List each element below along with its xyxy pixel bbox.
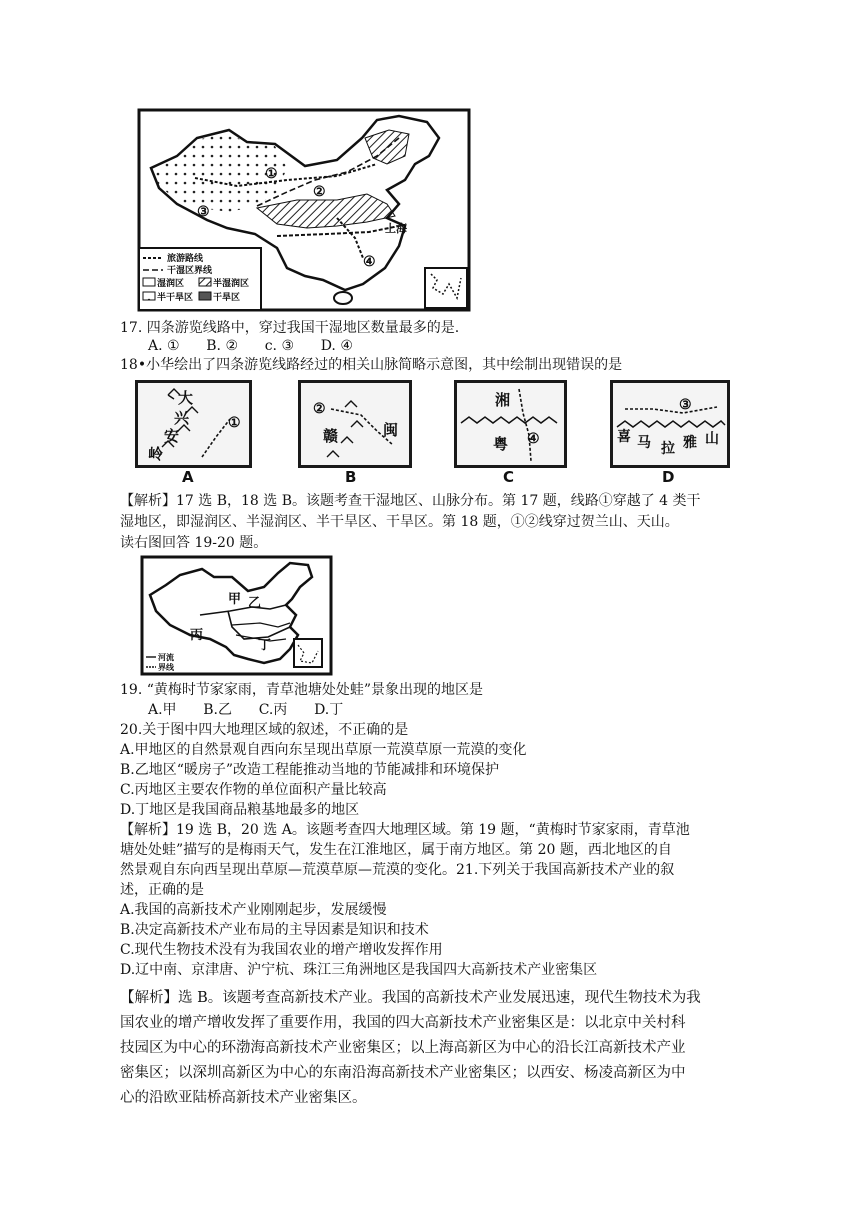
analysis3-line-1: 【解析】选 B。该题考查高新技术产业。我国的高新技术产业发展迅速，现代生物技术为我 [120, 990, 701, 1006]
panel-d-ma: 马 [637, 435, 651, 451]
panel-d-xi: 喜 [617, 429, 631, 445]
q21-option-c: C.现代生物技术没有为我国农业的增产增收发挥作用 [120, 942, 443, 958]
analysis2-line-2: 塘处处蛙”描写的是梅雨天气，发生在江淮地区，属于南方地区。第 20 题，西北地区的自 [120, 842, 672, 858]
q18-panel-c [454, 380, 567, 468]
panel-a-svg [138, 383, 249, 465]
analysis1-line-1: 【解析】17 选 B，18 选 B。该题考查干湿地区、山脉分布。第 17 题，线路①穿越了 4 类干 [120, 493, 701, 509]
region-bing: 丙 [190, 628, 204, 643]
route-mark-3: ③ [197, 204, 210, 220]
q18-panel-b [298, 380, 412, 468]
q21-option-d: D.辽中南、京津唐、沪宁杭、珠江三角洲地区是我国四大高新技术产业密集区 [120, 962, 598, 978]
map-four-regions [140, 555, 333, 676]
analysis2-line-4: 述，正确的是 [120, 882, 204, 898]
analysis3-line-4: 密集区；以深圳高新区为中心的东南沿海高新技术产业密集区；以西安、杨凌高新区为中 [120, 1065, 686, 1081]
q20-option-c: C.丙地区主要农作物的单位面积产量比较高 [120, 782, 387, 798]
region-ding: 丁 [258, 638, 272, 653]
q21-option-b: B.决定高新技术产业布局的主导因素是知识和技术 [120, 922, 429, 938]
q19-options: A.甲 B.乙 C.丙 D.丁 [148, 702, 344, 718]
q17-stem: 17. 四条游览线路中，穿过我国干湿地区数量最多的是. [120, 320, 460, 336]
q18-label-b: B [345, 468, 357, 486]
q20-option-a: A.甲地区的自然景观自西向东呈现出草原一荒漠草原一荒漠的变化 [120, 742, 527, 758]
q18-label-a: A [182, 468, 194, 486]
analysis1-line-3: 读右图回答 19-20 题。 [120, 535, 268, 551]
q18-panel-d [610, 380, 730, 468]
panel-c-route: ④ [527, 431, 540, 447]
q18-stem: 18•小华绘出了四条游览线路经过的相关山脉简略示意图，其中绘制出现错误的是 [120, 357, 623, 373]
route-mark-1: ① [265, 166, 278, 182]
panel-a-xing: 兴 [174, 409, 190, 427]
legend-arid: 干旱区 [213, 293, 241, 303]
panel-a-ling: 岭 [148, 445, 164, 463]
q18-label-c: C [503, 468, 515, 486]
region-yi: 乙 [248, 596, 262, 611]
legend-semi-arid: 半干旱区 [157, 293, 194, 303]
map-dry-wet-regions [137, 108, 471, 312]
q18-label-d: D [662, 468, 675, 486]
legend-border: 界线 [158, 662, 174, 672]
q20-stem: 20.关于图中四大地理区域的叙述，不正确的是 [120, 722, 409, 738]
map-dry-wet-regions-svg [137, 108, 471, 312]
legend-semi-humid: 半湿润区 [213, 279, 250, 289]
panel-d-ya: 雅 [683, 435, 697, 451]
q17-options: A. ① B. ② c. ③ D. ④ [148, 338, 353, 354]
panel-a-da: 大 [178, 389, 194, 407]
q19-stem: 19. “黄梅时节家家雨，青草池塘处处蛙”景象出现的地区是 [120, 682, 484, 698]
panel-d-shan: 山 [705, 431, 719, 447]
label-shanghai: 上海 [385, 222, 407, 235]
analysis1-line-2: 湿地区，即湿润区、半湿润区、半干旱区、干旱区。第 18 题，①②线穿过贺兰山、天山。 [120, 514, 679, 530]
region-jia: 甲 [228, 592, 242, 607]
q18-panel-a [135, 380, 252, 468]
panel-c-xiang: 湘 [495, 391, 511, 409]
panel-b-min: 闽 [383, 421, 399, 439]
panel-b-svg [301, 383, 409, 465]
panel-b-route: ② [313, 401, 326, 417]
analysis3-line-3: 技园区为中心的环渤海高新技术产业密集区；以上海高新区为中心的沿长江高新技术产业 [120, 1040, 686, 1056]
route-mark-4: ④ [363, 254, 376, 270]
map-four-regions-svg [140, 555, 333, 676]
legend-river: 河流 [158, 652, 174, 662]
legend-boundary: 干湿区界线 [167, 266, 213, 276]
q21-option-a: A.我国的高新技术产业刚刚起步，发展缓慢 [120, 902, 387, 918]
panel-c-yue: 粤 [493, 435, 509, 453]
analysis2-line-3: 然景观自东向西呈现出草原—荒漠草原—荒漠的变化。21.下列关于我国高新技术产业的叙 [120, 862, 675, 878]
panel-b-gan: 赣 [323, 427, 339, 445]
legend-route: 旅游路线 [167, 254, 204, 264]
analysis2-line-1: 【解析】19 选 B，20 选 A。该题考查四大地理区域。第 19 题，“黄梅时节家家雨，青草池 [120, 822, 690, 838]
q20-option-d: D.丁地区是我国商品粮基地最多的地区 [120, 802, 360, 818]
legend-humid: 湿润区 [157, 279, 185, 289]
panel-d-route: ③ [679, 397, 692, 413]
route-mark-2: ② [313, 184, 326, 200]
analysis3-line-2: 国农业的增产增收发挥了重要作用，我国的四大高新技术产业密集区是：以北京中关村科 [120, 1015, 686, 1031]
panel-d-svg [613, 383, 727, 465]
panel-d-la: 拉 [661, 441, 675, 457]
panel-a-route: ① [228, 415, 241, 431]
q20-option-b: B.乙地区“暖房子”改造工程能推动当地的节能减排和环境保护 [120, 762, 500, 778]
analysis3-line-5: 心的沿欧亚陆桥高新技术产业密集区。 [120, 1090, 367, 1106]
panel-a-an: 安 [164, 427, 180, 445]
panel-c-svg [457, 383, 564, 465]
